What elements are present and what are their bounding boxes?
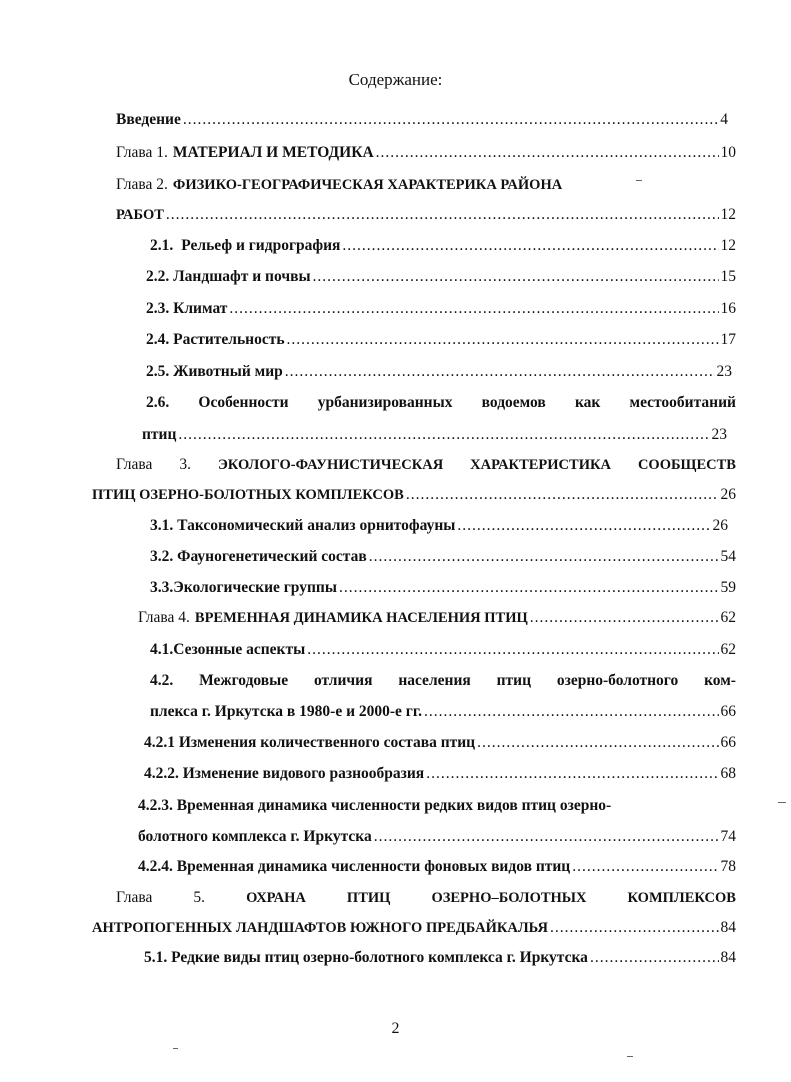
toc-entry-page: 74 bbox=[720, 828, 736, 845]
toc-entry bbox=[150, 702, 736, 722]
toc-leader bbox=[166, 205, 719, 225]
toc-entry-label: АНТРОПОГЕННЫХ ЛАНДШАФТОВ ЮЖНОГО ПРЕДБАЙКАЛЬЯ bbox=[92, 920, 548, 936]
toc-entry-label: 4.2.3. Временная динамика численности редких видов птиц озерно- bbox=[138, 797, 612, 814]
toc-word: КОМПЛЕКСОВ bbox=[627, 890, 736, 906]
toc-entry-page: 12 bbox=[720, 237, 736, 254]
toc-leader bbox=[183, 110, 718, 130]
toc-leader bbox=[424, 702, 718, 722]
toc-word: Особенности bbox=[198, 394, 289, 411]
scan-speck bbox=[627, 1056, 633, 1057]
page-title: Содержание: bbox=[348, 70, 443, 89]
toc-leader bbox=[313, 267, 719, 287]
toc-leader bbox=[457, 516, 710, 536]
toc-chapter-prefix: Глава 2. bbox=[116, 176, 168, 193]
toc-entry-label: ВРЕМЕННАЯ ДИНАМИКА НАСЕЛЕНИЯ ПТИЦ bbox=[194, 610, 528, 626]
toc-leader bbox=[426, 764, 718, 784]
toc-word: СООБЩЕСТВ bbox=[637, 457, 736, 473]
toc-entry-label: 2.4. Растительность bbox=[146, 331, 285, 348]
toc-entry-page: 26 bbox=[720, 486, 736, 503]
toc-entry-label: 4.2.4. Временная динамика численности фоновых видов птиц bbox=[138, 858, 571, 875]
toc-entry bbox=[116, 143, 736, 163]
toc-entry bbox=[150, 547, 736, 567]
toc-entry-page: 59 bbox=[720, 579, 736, 596]
toc-entry bbox=[138, 857, 736, 877]
toc-entry-page: 84 bbox=[720, 949, 736, 966]
toc-word: 4.2. bbox=[150, 672, 174, 689]
toc-entry-page: 84 bbox=[720, 919, 736, 936]
toc-leader bbox=[374, 827, 719, 847]
toc-entry bbox=[116, 455, 736, 475]
toc-entry bbox=[92, 918, 736, 938]
toc-entry-label: птиц bbox=[142, 426, 177, 443]
toc-leader bbox=[339, 578, 719, 598]
toc-entry-page: 15 bbox=[720, 268, 736, 285]
toc-entry-label: ФИЗИКО-ГЕОГРАФИЧЕСКАЯ ХАРАКТЕРИКА РАЙОНА bbox=[172, 177, 563, 193]
toc-entry bbox=[138, 827, 736, 847]
toc-entry bbox=[116, 175, 636, 195]
toc-entry bbox=[150, 578, 736, 598]
toc-entry-page: 54 bbox=[720, 548, 736, 565]
toc-entry-number: 2.1. bbox=[150, 237, 174, 254]
toc-word: Глава bbox=[116, 889, 153, 906]
toc-entry-label: 5.1. Редкие виды птиц озерно-болотного комплекса г. Иркутска bbox=[144, 949, 588, 966]
toc-leader bbox=[406, 485, 719, 505]
toc-leader bbox=[530, 608, 719, 628]
toc-leader bbox=[376, 143, 719, 163]
toc-word: Межгодовые bbox=[199, 672, 289, 689]
scan-speck bbox=[636, 180, 642, 181]
toc-entry-label: 3.1. Таксономический анализ орнитофауны bbox=[150, 517, 456, 534]
toc-entry-label: 4.2.2. Изменение видового разнообразия bbox=[144, 765, 425, 782]
toc-word: Глава bbox=[116, 456, 153, 473]
toc-chapter-prefix: Глава 1. bbox=[116, 144, 168, 161]
toc-leader bbox=[342, 236, 718, 256]
toc-word: ОХРАНА bbox=[246, 890, 306, 906]
toc-word: ком- bbox=[704, 672, 736, 689]
toc-entry bbox=[142, 425, 727, 445]
toc-entry-label: плекса г. Иркутска в 1980-е и 2000-е гг. bbox=[150, 703, 423, 720]
toc-word: ПТИЦ bbox=[346, 890, 391, 906]
toc-entry bbox=[146, 267, 736, 287]
toc-word: 5. bbox=[193, 889, 206, 906]
toc-word: местообитаний bbox=[629, 394, 736, 411]
toc-entry-label: 2.5. Животный мир bbox=[146, 363, 283, 380]
toc-entry bbox=[150, 516, 728, 536]
toc-leader bbox=[287, 330, 719, 350]
toc-word: как bbox=[574, 394, 601, 411]
toc-entry-label: 3.2. Фауногенетический состав bbox=[150, 548, 367, 565]
toc-leader bbox=[307, 640, 718, 660]
toc-word: населения bbox=[398, 672, 471, 689]
toc-entry-label: Рельеф и гидрография bbox=[181, 237, 341, 254]
toc-entry-page: 12 bbox=[720, 206, 736, 223]
toc-entry bbox=[146, 393, 736, 413]
toc-entry bbox=[146, 362, 732, 382]
toc-entry-page: 66 bbox=[720, 703, 736, 720]
toc-entry-page: 62 bbox=[720, 641, 736, 658]
toc-leader bbox=[178, 425, 709, 445]
scan-speck bbox=[778, 802, 786, 803]
toc-entry-label: МАТЕРИАЛ И МЕТОДИКА bbox=[172, 144, 374, 161]
toc-entry bbox=[116, 888, 736, 908]
toc-entry-page: 16 bbox=[720, 300, 736, 317]
toc-entry bbox=[146, 299, 736, 319]
toc-entry-page: 26 bbox=[712, 517, 728, 534]
toc-entry bbox=[150, 236, 736, 256]
toc-entry-label: болотного комплекса г. Иркутска bbox=[138, 828, 372, 845]
toc-entry-label: 4.1.Сезонные аспекты bbox=[150, 641, 306, 658]
toc-entry-label: 4.2.1 Изменения количественного состава птиц bbox=[144, 734, 476, 751]
toc-entry bbox=[138, 608, 736, 628]
toc-entry-page: 10 bbox=[720, 144, 736, 161]
toc-entry bbox=[138, 796, 736, 816]
toc-entry bbox=[144, 764, 736, 784]
toc-word: ХАРАКТЕРИСТИКА bbox=[470, 457, 611, 473]
toc-word: водоемов bbox=[481, 394, 546, 411]
toc-leader bbox=[229, 299, 718, 319]
toc-entry-page: 23 bbox=[711, 426, 727, 443]
toc-entry bbox=[92, 485, 736, 505]
toc-leader bbox=[572, 857, 718, 877]
toc-leader bbox=[550, 918, 719, 938]
toc-word: ЭКОЛОГО-ФАУНИСТИЧЕСКАЯ bbox=[217, 457, 444, 473]
toc-entry-label: Введение bbox=[116, 111, 181, 128]
toc-word: отличия bbox=[314, 672, 373, 689]
page-number: 2 bbox=[391, 1020, 400, 1037]
toc-entry bbox=[144, 733, 736, 753]
toc-entry bbox=[116, 205, 736, 225]
toc-entry-page: 78 bbox=[720, 858, 736, 875]
toc-entry bbox=[150, 671, 736, 691]
toc-entry-label: 2.2. Ландшафт и почвы bbox=[146, 268, 311, 285]
toc-entry-page: 23 bbox=[716, 363, 732, 380]
toc-chapter-prefix: Глава 4. bbox=[138, 609, 190, 626]
toc-entry bbox=[150, 640, 736, 660]
toc-word: 3. bbox=[179, 456, 191, 473]
toc-word: озерно-болотного bbox=[556, 672, 679, 689]
toc-entry-label: ПТИЦ ОЗЕРНО-БОЛОТНЫХ КОМПЛЕКСОВ bbox=[92, 487, 404, 503]
toc-word: птиц bbox=[496, 672, 532, 689]
toc-entry bbox=[144, 948, 736, 968]
scan-speck bbox=[173, 1048, 178, 1049]
toc-leader bbox=[590, 948, 719, 968]
toc-entry-label: 3.3.Экологические группы bbox=[150, 579, 337, 596]
toc-leader bbox=[285, 362, 715, 382]
toc-entry-page: 68 bbox=[720, 765, 736, 782]
toc-entry-label: 2.3. Климат bbox=[146, 300, 228, 317]
toc-leader bbox=[477, 733, 718, 753]
toc-entry-page: 4 bbox=[720, 111, 728, 128]
toc-word: урбанизированных bbox=[317, 394, 453, 411]
toc-entry-page: 17 bbox=[720, 331, 736, 348]
toc-entry-page: 66 bbox=[720, 734, 736, 751]
toc-entry-label: РАБОТ bbox=[116, 207, 164, 223]
toc-leader bbox=[369, 547, 719, 567]
toc-entry bbox=[116, 110, 728, 130]
toc-entry bbox=[146, 330, 736, 350]
toc-word: 2.6. bbox=[146, 394, 170, 411]
toc-entry-page: 62 bbox=[720, 609, 736, 626]
toc-word: ОЗЕРНО–БОЛОТНЫХ bbox=[431, 890, 587, 906]
